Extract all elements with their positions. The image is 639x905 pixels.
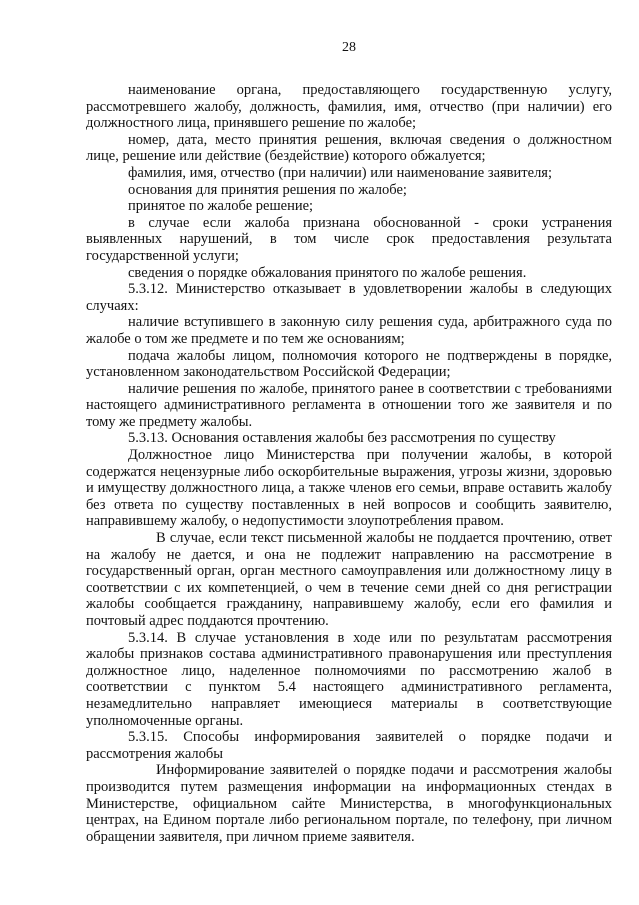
section-5-3-12: 5.3.12. Министерство отказывает в удовлетворении жалобы в следующих случаях: [86, 281, 612, 314]
paragraph-applicant-name: фамилия, имя, отчество (при наличии) или наименование заявителя; [128, 164, 552, 181]
paragraph-offensive-content: Должностное лицо Министерства при получении жалобы, в которой содержатся нецензурные либо оскорбительные выражения, угрозы жизни, здоровью и имуществу должностного лица, а также членов его семьи, вправе оставить жалобу без ответа по существу поставленных в ней вопросов и сообщить заявителю, направившему жалобу, о недопустимости злоупотребления правом. [86, 447, 612, 530]
section-5-3-13: 5.3.13. Основания оставления жалобы без рассмотрения по существу [128, 430, 556, 447]
paragraph-illegible-text: В случае, если текст письменной жалобы не поддается прочтению, ответ на жалобу не дается, и она не подлежит направлению на рассмотрение в государственный орган, орган местного самоуправления или должностному лицу в соответствии с их компетенцией, о чем в течение семи дней со дня регистрации жалобы сообщается гражданину, направившему жалобу, если его фамилия и почтовый адрес поддаются прочтению. [86, 530, 612, 629]
paragraph-decision-number: номер, дата, место принятия решения, включая сведения о должностном лице, решение или действие (бездействие) которого обжалуется; [86, 131, 612, 165]
paragraph-prior-decision: наличие решения по жалобе, принятого ранее в соответствии с требованиями настоящего административного регламента в отношении того же заявителя и по тому же предмету жалобы. [86, 380, 612, 430]
paragraph-informing-methods: Информирование заявителей о порядке подачи и рассмотрения жалобы производится путем размещения информации на информационных стендах в Министерстве, официальном сайте Министерства, в многофункциональных центрах, на Едином портале либо региональном портале, по телефону, при личном обращении заявителя, при личном приеме заявителя. [86, 762, 612, 845]
document-body [86, 82, 612, 845]
section-5-3-14: 5.3.14. В случае установления в ходе или по результатам рассмотрения жалобы признаков состава административного правонарушения или преступления должностное лицо, наделенное полномочиями по рассмотрению жалоб в соответствии с пунктом 5.4 настоящего административного регламента, незамедлительно направляет имеющиеся материалы в соответствующие уполномоченные органы. [86, 629, 612, 729]
paragraph-appeal-procedure: сведения о порядке обжалования принятого по жалобе решения. [128, 264, 527, 281]
paragraph-decision-taken: принятое по жалобе решение; [128, 198, 314, 215]
paragraph-decision-grounds: основания для принятия решения по жалобе; [128, 181, 407, 198]
paragraph-unauthorized-filing: подача жалобы лицом, полномочия которого не подтверждены в порядке, установленном законодательством Российской Федерации; [86, 347, 612, 381]
paragraph-court-decision: наличие вступившего в законную силу решения суда, арбитражного суда по жалобе о том же предмете и по тем же основаниям; [86, 314, 612, 347]
paragraph-organ-name: наименование органа, предоставляющего государственную услугу, рассмотревшего жалобу, должность, фамилия, имя, отчество (при наличии) его должностного лица, принявшего решение по жалобе; [86, 82, 612, 132]
page-number: 28 [342, 40, 356, 55]
section-5-3-15: 5.3.15. Способы информирования заявителей о порядке подачи и рассмотрения жалобы [86, 729, 612, 762]
paragraph-justified-complaint: в случае если жалоба признана обоснованной - сроки устранения выявленных нарушений, в том числе срок предоставления результата государственной услуги; [86, 214, 612, 264]
